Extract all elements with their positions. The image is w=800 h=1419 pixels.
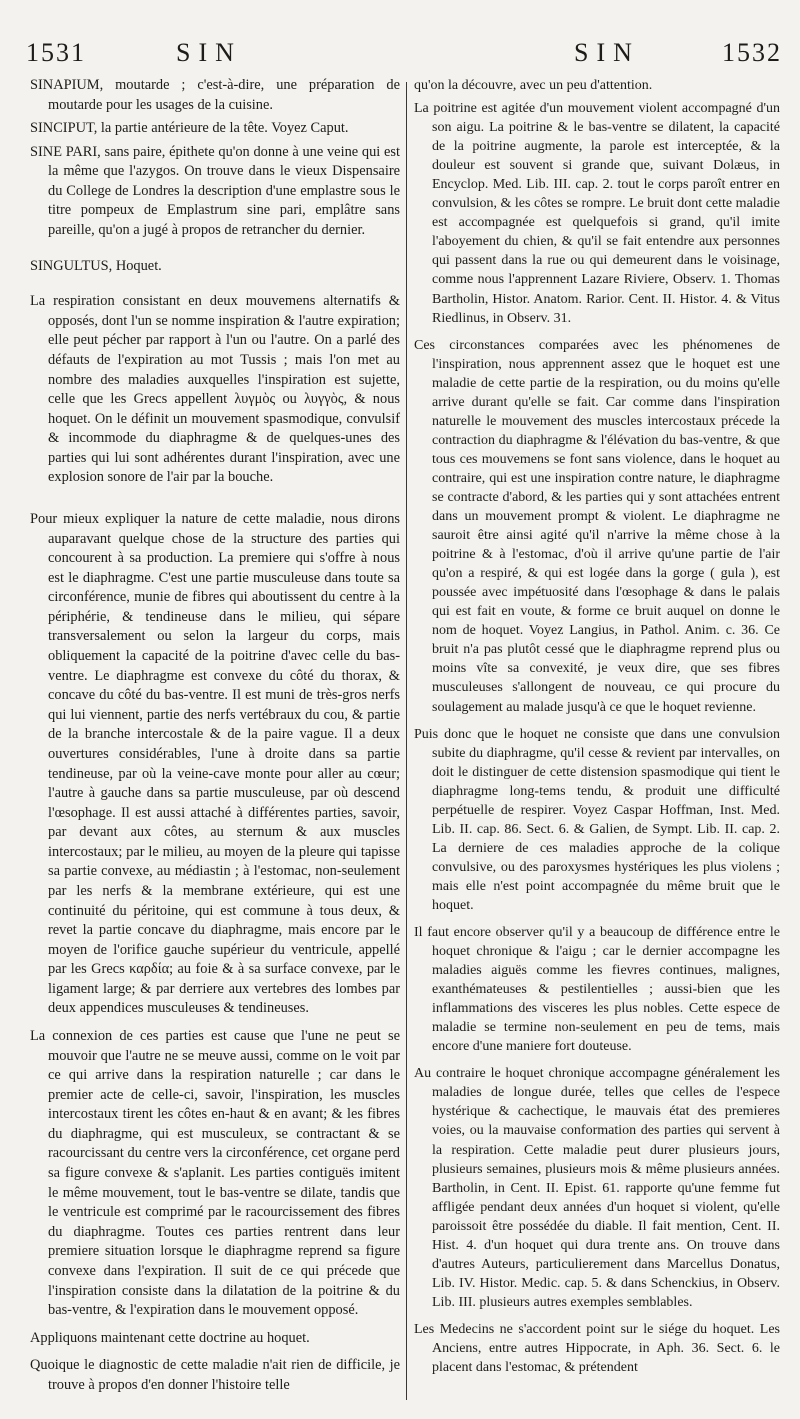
running-head-left: SIN bbox=[176, 38, 242, 67]
left-column bbox=[30, 76, 400, 1403]
paragraph: Appliquons maintenant cette doctrine au hoquet. bbox=[30, 1329, 310, 1346]
entry-sine-pari: SINE PARI, sans paire, épithete qu'on donne à une veine qui est la même que l'azygos. On trouve dans le vieux Dispensaire du College de Londres la description d'une emplastre sous le titre pompeux de Emplastrum sine pari, emplâtre sans pareille, qu'on a jugé à propos de retrancher du dernier. bbox=[30, 143, 400, 239]
entry-sinapium: SINAPIUM, moutarde ; c'est-à-dire, une préparation de moutarde pour les usages de la cuisine. bbox=[30, 77, 400, 113]
paragraph: La poitrine est agitée d'un mouvement violent accompagné d'un son aigu. La poitrine & le bas-ventre se dilatent, la capacité de la poitrine augmente, la parole est interceptée, & la douleur est souvent si grande que, suivant Dolæus, in Encyclop. Med. Lib. III. cap. 2. tout le corps paroît entrer en convulsion, & les côtes se rompre. Le bruit dont cette maladie est accompagnée est quelquefois si grand, qu'il imite l'aboyement du chien, & qu'il se fait entendre aux personnes qui passent dans la rue ou qui demeurent dans le voisinage, comme nous l'apprennent Lazare Riviere, Observ. 1. Thomas Bartholin, Histor. Anatom. Rarior. Cent. II. Histor. 4. & Vitus Riedlinus, in Observ. 31. bbox=[414, 101, 780, 326]
paragraph: Pour mieux expliquer la nature de cette maladie, nous dirons auparavant quelque chose de la structure des parties qui concourent à sa production. La premiere qui s'offre à nous est le diaphragme. C'est une partie musculeuse dans toute sa circonférence, munie de fibres qui aboutissent du centre à la périphérie, & tendineuse dans le milieu, qui sépare transversalement ou selon la largeur du corps, mais obliquement la capacité de la poitrine d'avec celle du bas-ventre. Le diaphragme est convexe du côté du thorax, & concave du côté du bas-ventre. Il est muni de très-gros nerfs qui lui viennent, partie des nerfs vertébraux du cou, & partie de la branche intercostale & de la paire vague. Il a deux ouvertures considérables, l'une à droite dans sa partie tendineuse, par où la veine-cave monte pour aller au cœur; l'autre à gauche dans sa partie musculeuse, par où descend l'œsophage. Il est aussi attaché à différentes parties, savoir, par devant aux côtes, au sternum & aux muscles intercostaux; par le milieu, au moyen de la pleure qui tapisse sa partie convexe, au médiastin ; à l'estomac, non-seulement par les nerfs & la membrane extérieure, qui est une continuité du péritoine, qui est commune à tous deux, & revet la partie concave du diaphragme, mais encore par le moyen de l'orifice gauche supérieur du ventricule, appellé par les Grecs καρδία; au foie & à sa surface convexe, par le ligament large; & par derriere aux vertebres des lombes par deux appendices musculeuses & tendineuses. bbox=[30, 510, 400, 1017]
paragraph: La connexion de ces parties est cause que l'une ne peut se mouvoir que l'autre ne se meuve aussi, comme on le voit par ce qui arrive dans la respiration naturelle ; car dans le premier acte de celle-ci, savoir, l'inspiration, les muscles intercostaux tirent les côtes en-haut & en avant; & les fibres du diaphragme, qui est musculeux, se contractant & se racourcissant du centre vers la circonférence, cet organe perd sa figure convexe & s'aplanit. Les parties contiguës imitent le même mouvement, tout le bas-ventre se dilate, tandis que le ventricule est comprimé par le racourcissement des fibres du diaphragme. Toutes ces parties rentrent dans leur premiere situation lorsque le diaphragme reprend sa figure convexe dans l'expiration. Il suit de ce qui précede que l'inspiration consiste dans la dilatation de la poitrine & du bas-ventre, & l'expiration dans le mouvement opposé. bbox=[30, 1028, 400, 1319]
column-divider bbox=[406, 82, 407, 1400]
paragraph-continuation: qu'on la découvre, avec un peu d'attention. bbox=[414, 78, 653, 93]
running-header bbox=[26, 38, 782, 76]
paragraph: La respiration consistant en deux mouvemens alternatifs & opposés, dont l'un se nomme inspiration & l'autre expiration; elle peut pécher par rapport à l'un ou l'autre. On a parlé des défauts de l'expiration au mot Tussis ; mais l'on met au nombre des maladies auxquelles l'inspiration est sujette, celle que les Grecs appellent λυγμὸς ou λυγγὸς, & nous hoquet. On le définit un mouvement spasmodique, convulsif & incommode du diaphragme & de quelques-unes des parties qui lui sont adhérentes durant l'inspiration, avec une explosion sonore de l'air par la bouche. bbox=[30, 293, 400, 486]
paragraph: Puis donc que le hoquet ne consiste que dans une convulsion subite du diaphragme, qu'il cesse & revient par intervalles, on doit le distinguer de cette distension spasmodique qui tient le diaphragme long-tems tendu, & produit une difficulté perpétuelle de respirer. Voyez Caspar Hoffman, Inst. Med. Lib. II. cap. 86. Sect. 6. & Galien, de Sympt. Lib. II. cap. 2. La derniere de ces maladies approche de la colique convulsive, ou des paroxysmes hystériques les plus violens ; mais elle n'est point accompagnée du même bruit que le hoquet. bbox=[414, 726, 780, 913]
paragraph: Quoique le diagnostic de cette maladie n'ait rien de difficile, je trouve à propos d'en donner l'histoire telle bbox=[30, 1357, 400, 1393]
paragraph: Au contraire le hoquet chronique accompagne généralement les maladies de longue durée, telles que celles de l'espece hystérique & cachectique, le mauvais état des premieres voies, ou la mauvaise conformation des parties qui servent à la respiration. Cette maladie peut durer plusieurs jours, plusieurs semaines, plusieurs mois & même plusieurs années. Bartholin, in Cent. II. Epist. 61. rapporte qu'une femme fut affligée pendant deux années d'un hoquet si violent, qu'elle paroissoit être possédée du diable. Il fait mention, Cent. II. Hist. 4. d'un hoquet qui dura trente ans. On trouve dans d'autres Auteurs, particulierement dans Marcellus Donatus, Lib. IV. Histor. Medic. cap. 5. & dans Schenckius, in Observ. Lib. III. plusieurs autres exemples semblables. bbox=[414, 1066, 780, 1310]
paragraph: Il faut encore observer qu'il y a beaucoup de différence entre le hoquet chronique & l'aigu ; car le dernier accompagne les maladies aiguës comme les fievres continues, malignes, exanthémateuses & pestilentielles ; aussi-bien que les inflammations des visceres les plus nobles. Cette espece de maladie se termine non-seulement en peu de tems, mais encore d'une maniere fort douteuse. bbox=[414, 925, 780, 1055]
running-head-right: SIN bbox=[574, 38, 640, 67]
entry-singultus-heading: SINGULTUS, Hoquet. bbox=[30, 257, 162, 274]
paragraph: Les Medecins ne s'accordent point sur le siége du hoquet. Les Anciens, entre autres Hippocrate, in Aph. 36. Sect. 6. le placent dans l'estomac, & prétendent bbox=[414, 1321, 780, 1376]
entry-sinciput: SINCIPUT, la partie antérieure de la tête. Voyez Caput. bbox=[30, 120, 349, 137]
paragraph: Ces circonstances comparées avec les phénomenes de l'inspiration, nous apprennent assez que le hoquet est une maladie de cette partie de la respiration, ou du moins qu'elle arrive durant qu'elle se fait. Car comme dans l'inspiration naturelle le mouvement des muscles intercostaux précede la contraction du diaphragme & l'élévation du bas-ventre, & que tous ces mouvemens se font sans violence, dans le hoquet au contraire, qui est une inspiration contre nature, le diaphragme se contracte d'abord, & les parties qui y sont attachées entrent dans un mouvement prompt & violent. Le diaphragme ne sauroit être ainsi agité qu'il n'arrive la même chose à la poitrine & à l'estomac, d'où il arrive qu'une partie de l'air qu'on a respiré, & qui est logée dans la gorge ( gula ), est poussée avec impétuosité dans l'œsophage & dans le palais qui est fait en voute, & forme ce bruit auquel on donne le nom de hoquet. Voyez Langius, in Pathol. Anim. c. 36. Ce bruit n'a pas plutôt cessé que le diaphragme reprend plus ou moins vîte sa convexité, je veux dire, que ses fibres musculeuses s'allongent de nouveau, ce qui procure du soulagement au malade jusqu'à ce que le hoquet revienne. bbox=[414, 337, 780, 715]
right-column bbox=[414, 76, 780, 1385]
page-number-left: 1531 bbox=[26, 38, 86, 67]
page-number-right: 1532 bbox=[722, 38, 782, 67]
